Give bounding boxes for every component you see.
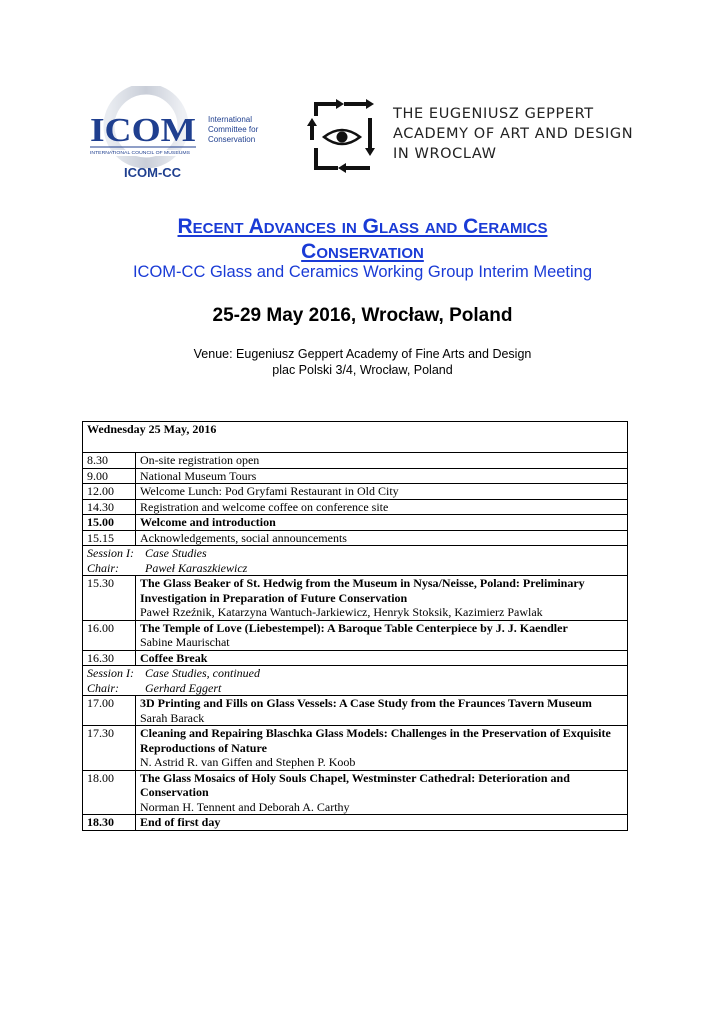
time-cell: 14.30 — [83, 499, 136, 515]
talk-cell — [136, 620, 628, 650]
icom-org-line: INTERNATIONAL COUNCIL OF MUSEUMS — [90, 150, 190, 155]
table-row — [83, 499, 628, 515]
item-cell: On-site registration open — [136, 453, 628, 469]
conference-title-line2: Conservation — [301, 240, 424, 263]
venue-line2: plac Polski 3/4, Wrocław, Poland — [272, 363, 453, 377]
day-header-row — [83, 422, 628, 453]
talk-title: The Temple of Love (Liebestempel): A Baroque Table Centerpiece by J. J. Kaendler — [140, 620, 568, 635]
talk-row — [83, 726, 628, 771]
academy-name — [393, 104, 633, 164]
time-cell: 18.00 — [83, 770, 136, 815]
time-cell: 17.00 — [83, 696, 136, 726]
session-label: Session I: — [87, 546, 134, 560]
academy-name-line1: THE EUGENIUSZ GEPPERT — [393, 106, 594, 122]
session-row — [83, 546, 628, 576]
icom-cc-logo — [84, 86, 284, 182]
time-cell: 15.15 — [83, 530, 136, 546]
icom-committee-line3: Conservation — [208, 135, 256, 144]
chair-label: Chair: — [87, 680, 120, 695]
chair-label: Chair: — [87, 560, 120, 575]
day-heading: Wednesday 25 May, 2016 — [83, 422, 628, 453]
time-cell: 16.30 — [83, 650, 136, 666]
table-row — [83, 530, 628, 546]
talk-authors: Paweł Rzeźnik, Katarzyna Wantuch-Jarkiewicz, Henryk Stoksik, Kazimierz Pawlak — [140, 605, 543, 619]
session-cell — [83, 546, 628, 576]
table-row — [83, 650, 628, 666]
item-cell: Registration and welcome coffee on conference site — [136, 499, 628, 515]
table-row — [83, 484, 628, 500]
time-cell: 16.00 — [83, 620, 136, 650]
talk-title: The Glass Beaker of St. Hedwig from the Museum in Nysa/Neisse, Poland: Preliminary Investigation in Preparation of Future Conservation — [140, 576, 585, 605]
time-cell: 8.30 — [83, 453, 136, 469]
conference-date: 25-29 May 2016, Wrocław, Poland — [212, 305, 513, 326]
item-cell: Welcome and introduction — [136, 515, 628, 531]
session-cell — [83, 666, 628, 696]
table-row — [83, 468, 628, 484]
item-cell: National Museum Tours — [136, 468, 628, 484]
talk-cell — [136, 696, 628, 726]
conference-subtitle: ICOM-CC Glass and Ceramics Working Group Interim Meeting — [132, 263, 593, 281]
item-cell: End of first day — [136, 815, 628, 831]
time-cell: 12.00 — [83, 484, 136, 500]
table-row — [83, 815, 628, 831]
icom-short: ICOM-CC — [124, 165, 182, 180]
icom-committee-line1: International — [208, 115, 253, 124]
talk-authors: N. Astrid R. van Giffen and Stephen P. Koob — [140, 755, 356, 769]
academy-name-line2: ACADEMY OF ART AND DESIGN — [393, 126, 634, 142]
session-name: Case Studies, continued — [145, 666, 260, 680]
session-row — [83, 666, 628, 696]
icom-committee-line2: Committee for — [208, 125, 259, 134]
icom-wordmark: ICOM — [90, 112, 196, 149]
conference-title-line1: Recent Advances in Glass and Ceramics — [177, 215, 548, 238]
talk-authors: Norman H. Tennent and Deborah A. Carthy — [140, 799, 350, 814]
item-cell: Coffee Break — [136, 650, 628, 666]
time-cell: 15.00 — [83, 515, 136, 531]
academy-name-line3: IN WROCLAW — [393, 146, 497, 162]
time-cell: 15.30 — [83, 576, 136, 621]
table-row — [83, 453, 628, 469]
talk-row — [83, 620, 628, 650]
talk-row — [83, 770, 628, 815]
time-cell: 17.30 — [83, 726, 136, 771]
session-label: Session I: — [87, 666, 134, 680]
talk-title: The Glass Mosaics of Holy Souls Chapel, Westminster Cathedral: Deterioration and Conservation — [140, 770, 570, 799]
talk-cell — [136, 770, 628, 815]
talk-cell — [136, 726, 628, 771]
time-cell: 18.30 — [83, 815, 136, 831]
schedule-table — [82, 421, 628, 831]
talk-title: 3D Printing and Fills on Glass Vessels: A Case Study from the Fraunces Tavern Museum — [140, 696, 592, 710]
item-cell: Acknowledgements, social announcements — [136, 530, 628, 546]
academy-eye-symbol — [306, 98, 378, 176]
item-cell: Welcome Lunch: Pod Gryfami Restaurant in Old City — [136, 484, 628, 500]
talk-authors: Sabine Maurischat — [140, 635, 230, 649]
talk-title: Cleaning and Repairing Blaschka Glass Models: Challenges in the Preservation of Exquisite Reproductions of Nature — [140, 726, 611, 755]
talk-authors: Sarah Barack — [140, 710, 205, 725]
talk-cell — [136, 576, 628, 621]
session-name: Case Studies — [145, 546, 207, 560]
time-cell: 9.00 — [83, 468, 136, 484]
session-chair: Gerhard Eggert — [145, 680, 222, 695]
table-row — [83, 515, 628, 531]
talk-row — [83, 576, 628, 621]
talk-row — [83, 696, 628, 726]
session-chair: Paweł Karaszkiewicz — [145, 560, 248, 575]
venue-line1: Venue: Eugeniusz Geppert Academy of Fine Arts and Design — [193, 347, 532, 361]
venue — [0, 346, 725, 378]
